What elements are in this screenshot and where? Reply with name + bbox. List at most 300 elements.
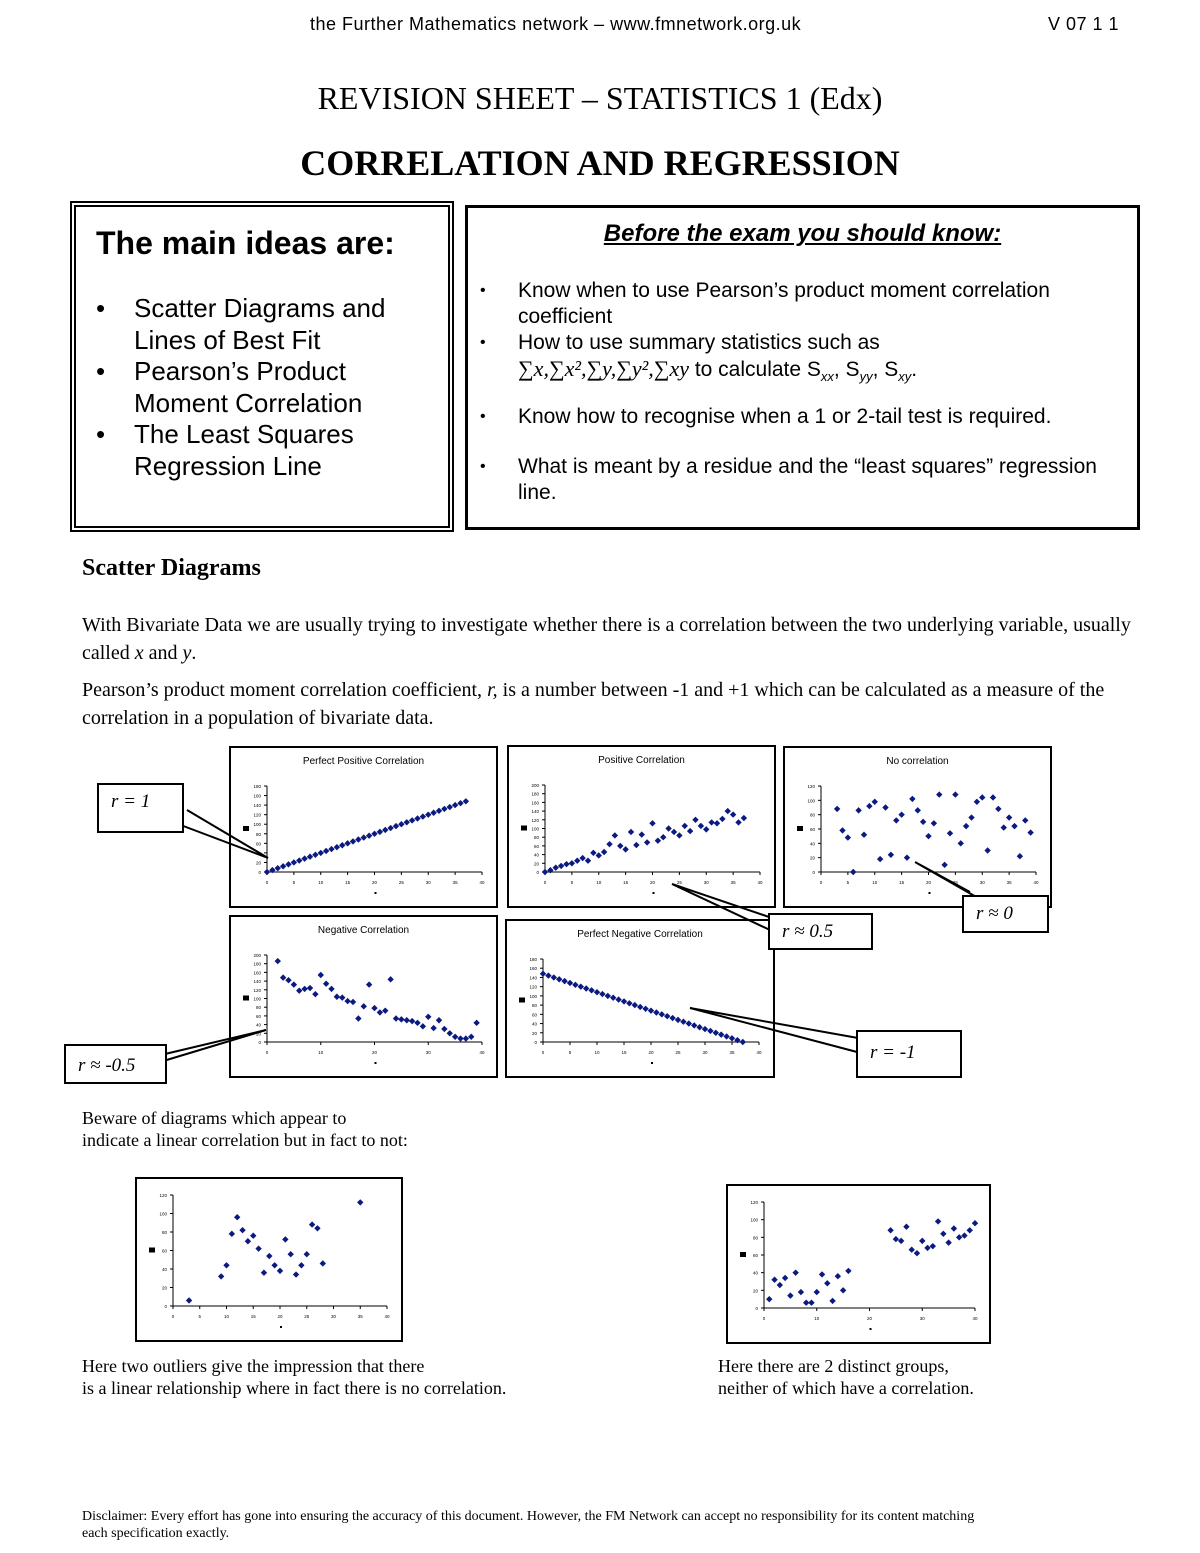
- data-point: [318, 850, 324, 856]
- data-point: [312, 852, 318, 858]
- y-axis-label-mark: [243, 826, 249, 831]
- data-point: [1022, 817, 1028, 823]
- data-point: [972, 1220, 978, 1226]
- data-point: [893, 1236, 899, 1242]
- x-tick-label: 25: [676, 880, 682, 885]
- data-point: [285, 861, 291, 867]
- scatter-plot: [231, 917, 496, 1076]
- list-item: • How to use summary statistics such as ∑x,∑x²,∑y,∑y²,∑xy to calculate $S_{xx}$, $S_{yy}$, $S_{xy}$.: [480, 331, 918, 385]
- y-tick-label: 80: [255, 831, 261, 837]
- x-tick-label: 30: [703, 880, 709, 885]
- paragraph-bivariate: With Bivariate Data we are usually trying to investigate whether there is a correlation between the two underlying variable, usually called x and y.: [82, 614, 1131, 664]
- x-tick-label: 20: [371, 880, 378, 885]
- data-point: [958, 840, 964, 846]
- data-point: [909, 796, 915, 802]
- data-point: [344, 998, 350, 1004]
- data-point: [637, 1004, 643, 1010]
- data-point: [605, 993, 611, 999]
- data-point: [291, 859, 297, 865]
- data-point: [436, 808, 442, 814]
- x-tick-label: 5: [292, 880, 296, 885]
- data-point: [579, 855, 585, 861]
- x-tick-label: 0: [543, 880, 547, 885]
- data-point: [409, 817, 415, 823]
- scatter-plot: [728, 1186, 989, 1342]
- data-point: [561, 978, 567, 984]
- y-tick-label: 100: [529, 993, 537, 999]
- data-point: [282, 1236, 288, 1242]
- data-point: [702, 1026, 708, 1032]
- data-point: [371, 831, 377, 837]
- x-tick-label: 30: [425, 880, 431, 885]
- data-point: [664, 1013, 670, 1019]
- data-point: [457, 800, 463, 806]
- data-point: [877, 856, 883, 862]
- data-point: [612, 832, 618, 838]
- disclaimer: Disclaimer: Every effort has gone into ensuring the accuracy of this document. However, the FM Network can accept no responsibility for its content matching each specification exactly.: [82, 1509, 975, 1541]
- bullet-icon: •: [480, 334, 486, 351]
- data-point: [357, 1199, 363, 1205]
- y-tick-label: 180: [253, 961, 261, 967]
- data-point: [974, 799, 980, 805]
- data-point: [553, 864, 559, 870]
- scatter-plot: [137, 1179, 401, 1340]
- data-point: [594, 989, 600, 995]
- main-ideas-heading: The main ideas are:: [96, 225, 395, 261]
- chart-no-correlation: [783, 746, 1052, 908]
- y-tick-label: 180: [253, 784, 261, 789]
- data-point: [919, 1238, 925, 1244]
- data-point: [632, 1002, 638, 1008]
- data-point: [318, 972, 324, 978]
- data-point: [239, 1227, 245, 1233]
- data-point: [296, 987, 302, 993]
- chart-perfect-negative: [505, 919, 775, 1078]
- data-point: [644, 839, 650, 845]
- data-point: [692, 817, 698, 823]
- data-point: [334, 844, 340, 850]
- beware-text: Beware of diagrams which appear to indicate a linear correlation but in fact to not:: [82, 1108, 408, 1150]
- x-tick-label: 30: [919, 1316, 925, 1321]
- data-point: [686, 1020, 692, 1026]
- data-point: [648, 1007, 654, 1013]
- y-tick-label: 140: [529, 975, 537, 981]
- y-tick-label: 20: [752, 1288, 758, 1294]
- y-tick-label: 0: [812, 870, 815, 875]
- data-point: [777, 1282, 783, 1288]
- data-point: [628, 829, 634, 835]
- data-point: [255, 1245, 261, 1251]
- paragraph-pearson: Pearson’s product moment correlation coefficient, r, is a number between -1 and +1 which can be calculated as a measure of the correlation in a population of bivariate data.: [82, 679, 1105, 729]
- data-point: [893, 817, 899, 823]
- data-point: [951, 1225, 957, 1231]
- data-point: [914, 1250, 920, 1256]
- data-point: [452, 1034, 458, 1040]
- data-point: [382, 827, 388, 833]
- data-point: [633, 842, 639, 848]
- y-tick-label: 160: [529, 966, 537, 972]
- data-point: [393, 823, 399, 829]
- data-point: [323, 848, 329, 854]
- data-point: [596, 852, 602, 858]
- y-tick-label: 100: [159, 1211, 167, 1217]
- x-tick-label: 35: [1006, 880, 1012, 885]
- data-point: [409, 1018, 415, 1024]
- x-tick-label: 5: [568, 1050, 572, 1055]
- label-r-minus-1: r = -1: [856, 1030, 962, 1078]
- data-point: [452, 802, 458, 808]
- data-point: [344, 840, 350, 846]
- x-tick-label: 10: [318, 880, 324, 885]
- data-point: [888, 852, 894, 858]
- x-tick-label: 0: [265, 1050, 269, 1055]
- exam-knowledge-heading: Before the exam you should know:: [603, 220, 1002, 247]
- data-point: [361, 834, 367, 840]
- y-tick-label: 120: [750, 1200, 758, 1205]
- data-point: [617, 843, 623, 849]
- data-point: [687, 828, 693, 834]
- data-point: [404, 819, 410, 825]
- y-tick-label: 20: [255, 860, 261, 866]
- x-tick-label: 20: [649, 880, 656, 885]
- data-point: [387, 976, 393, 982]
- y-tick-label: 200: [253, 953, 261, 958]
- label-r-1: r = 1: [97, 783, 184, 833]
- data-point: [792, 1269, 798, 1275]
- data-point: [280, 863, 286, 869]
- data-point: [936, 791, 942, 797]
- data-point: [334, 994, 340, 1000]
- data-point: [420, 1023, 426, 1029]
- data-point: [436, 1017, 442, 1023]
- data-point: [956, 1234, 962, 1240]
- data-point: [599, 991, 605, 997]
- y-tick-label: 0: [258, 1040, 261, 1045]
- list-item: • Pearson’s Product Moment Correlation: [96, 356, 363, 418]
- y-tick-label: 100: [531, 826, 539, 832]
- data-point: [551, 974, 557, 980]
- data-point: [610, 995, 616, 1001]
- x-tick-label: 20: [371, 1050, 378, 1055]
- main-ideas-list: [96, 293, 426, 482]
- data-point: [425, 811, 431, 817]
- data-point: [691, 1022, 697, 1028]
- data-point: [898, 1238, 904, 1244]
- data-point: [339, 842, 345, 848]
- data-point: [713, 1030, 719, 1036]
- data-point: [945, 1239, 951, 1245]
- data-point: [940, 1231, 946, 1237]
- data-point: [882, 804, 888, 810]
- data-point: [296, 857, 302, 863]
- data-point: [952, 791, 958, 797]
- x-tick-label: 25: [675, 1050, 681, 1055]
- data-point: [578, 983, 584, 989]
- data-point: [680, 1019, 686, 1025]
- y-tick-label: 180: [531, 791, 539, 797]
- data-point: [601, 849, 607, 855]
- data-point: [696, 1024, 702, 1030]
- data-point: [925, 833, 931, 839]
- data-point: [665, 825, 671, 831]
- x-tick-label: 0: [171, 1314, 175, 1319]
- bullet-icon: •: [480, 282, 486, 299]
- data-point: [707, 1028, 713, 1034]
- y-tick-label: 0: [536, 870, 539, 875]
- data-point: [430, 1025, 436, 1031]
- scatter-plot: [231, 748, 496, 906]
- data-point: [275, 958, 281, 964]
- data-point: [606, 841, 612, 847]
- data-point: [404, 1017, 410, 1023]
- x-tick-label: 40: [757, 880, 763, 885]
- data-point: [275, 865, 281, 871]
- data-point: [569, 860, 575, 866]
- y-tick-label: 0: [258, 870, 261, 875]
- y-tick-label: 20: [161, 1285, 167, 1291]
- data-point: [585, 857, 591, 863]
- data-point: [430, 810, 436, 816]
- data-point: [703, 826, 709, 832]
- data-point: [350, 838, 356, 844]
- x-tick-label: 30: [425, 1050, 431, 1055]
- data-point: [588, 987, 594, 993]
- data-point: [935, 1218, 941, 1224]
- data-point: [771, 1277, 777, 1283]
- data-point: [676, 832, 682, 838]
- x-tick-label: 35: [452, 880, 458, 885]
- y-tick-label: 120: [159, 1193, 167, 1198]
- x-tick-label: 20: [866, 1316, 873, 1321]
- data-point: [855, 807, 861, 813]
- x-tick-label: 10: [318, 1050, 324, 1055]
- data-point: [288, 1251, 294, 1257]
- list-item: • The Least Squares Regression Line: [96, 419, 354, 481]
- x-axis-label-mark: [929, 892, 931, 894]
- data-point: [782, 1275, 788, 1281]
- data-point: [941, 862, 947, 868]
- x-tick-label: 0: [541, 1050, 545, 1055]
- data-point: [639, 831, 645, 837]
- data-point: [545, 972, 551, 978]
- main-ideas-box: [70, 201, 454, 532]
- data-point: [798, 1289, 804, 1295]
- y-tick-label: 80: [752, 1235, 758, 1241]
- y-tick-label: 140: [253, 803, 261, 809]
- x-tick-label: 25: [952, 880, 958, 885]
- data-point: [984, 847, 990, 853]
- bullet-icon: •: [480, 458, 486, 476]
- data-point: [909, 1247, 915, 1253]
- y-axis-label-mark: [519, 998, 525, 1003]
- label-r-minus-0-5: r ≈ -0.5: [64, 1044, 167, 1084]
- data-point: [218, 1273, 224, 1279]
- data-point: [574, 857, 580, 863]
- section-heading: Scatter Diagrams: [82, 555, 261, 581]
- list-item: • Know when to use Pearson’s product moment correlation coefficient: [480, 279, 1050, 328]
- data-point: [355, 1015, 361, 1021]
- data-point: [920, 819, 926, 825]
- list-item: • Scatter Diagrams and Lines of Best Fit: [96, 293, 386, 355]
- data-point: [377, 829, 383, 835]
- data-point: [1006, 814, 1012, 820]
- x-tick-label: 20: [925, 880, 932, 885]
- x-tick-label: 15: [250, 1314, 256, 1319]
- data-point: [930, 1243, 936, 1249]
- data-point: [350, 999, 356, 1005]
- data-point: [808, 1300, 814, 1306]
- data-point: [719, 816, 725, 822]
- data-point: [542, 869, 548, 875]
- data-point: [850, 869, 856, 875]
- data-point: [766, 1296, 772, 1302]
- data-point: [414, 1020, 420, 1026]
- y-tick-label: 60: [533, 843, 539, 849]
- data-point: [366, 981, 372, 987]
- data-point: [653, 1009, 659, 1015]
- data-point: [328, 846, 334, 852]
- data-point: [371, 1005, 377, 1011]
- data-point: [819, 1271, 825, 1277]
- chart-two-groups: [726, 1184, 991, 1344]
- y-tick-label: 120: [253, 987, 261, 993]
- data-point: [649, 820, 655, 826]
- chart-title: Negative Correlation: [317, 925, 410, 936]
- exam-knowledge-list: [480, 278, 1120, 506]
- data-point: [556, 976, 562, 982]
- x-tick-label: 10: [594, 1050, 600, 1055]
- y-tick-label: 200: [531, 783, 539, 788]
- data-point: [382, 1007, 388, 1013]
- data-point: [355, 836, 361, 842]
- data-point: [682, 823, 688, 829]
- y-tick-label: 40: [255, 1022, 261, 1028]
- chart-title: Perfect Positive Correlation: [302, 756, 425, 767]
- data-point: [563, 861, 569, 867]
- data-point: [968, 814, 974, 820]
- data-point: [307, 985, 313, 991]
- bullet-icon: •: [96, 356, 106, 386]
- data-point: [312, 991, 318, 997]
- y-axis-label-mark: [243, 996, 249, 1001]
- data-point: [567, 980, 573, 986]
- data-point: [572, 982, 578, 988]
- data-point: [730, 811, 736, 817]
- data-point: [558, 863, 564, 869]
- x-tick-label: 10: [872, 880, 878, 885]
- data-point: [835, 1273, 841, 1279]
- data-point: [741, 815, 747, 821]
- x-axis-label-mark: [653, 892, 655, 894]
- data-point: [671, 829, 677, 835]
- page-subtitle: REVISION SHEET – STATISTICS 1 (Edx): [317, 80, 883, 116]
- y-tick-label: 140: [253, 979, 261, 985]
- data-point: [725, 808, 731, 814]
- data-point: [361, 1003, 367, 1009]
- y-tick-label: 120: [807, 784, 815, 789]
- data-point: [866, 803, 872, 809]
- data-point: [708, 819, 714, 825]
- data-point: [735, 819, 741, 825]
- data-point: [887, 1227, 893, 1233]
- data-point: [967, 1227, 973, 1233]
- chart-title: No correlation: [886, 756, 949, 767]
- y-axis-label-mark: [521, 826, 527, 831]
- y-tick-label: 0: [755, 1306, 758, 1311]
- data-point: [387, 825, 393, 831]
- data-point: [414, 815, 420, 821]
- y-axis-label-mark: [797, 826, 803, 831]
- data-point: [583, 985, 589, 991]
- y-tick-label: 120: [531, 817, 539, 823]
- data-point: [540, 971, 546, 977]
- x-tick-label: 30: [979, 880, 985, 885]
- data-point: [903, 1224, 909, 1230]
- data-point: [307, 854, 313, 860]
- data-point: [723, 1033, 729, 1039]
- data-point: [915, 807, 921, 813]
- data-point: [266, 1253, 272, 1259]
- data-point: [660, 834, 666, 840]
- data-point: [961, 1232, 967, 1238]
- data-point: [669, 1015, 675, 1021]
- data-point: [834, 806, 840, 812]
- data-point: [615, 996, 621, 1002]
- scatter-plot: [785, 748, 1050, 906]
- list-item: • Know how to recognise when a 1 or 2-tail test is required.: [480, 405, 1052, 429]
- data-point: [840, 1287, 846, 1293]
- x-tick-label: 20: [277, 1314, 283, 1319]
- x-tick-label: 10: [814, 1316, 820, 1321]
- y-axis-label-mark: [149, 1248, 155, 1253]
- y-tick-label: 100: [253, 996, 261, 1002]
- data-point: [904, 854, 910, 860]
- data-point: [309, 1221, 315, 1227]
- summary-statistics-formula: ∑x,∑x²,∑y,∑y²,∑xy: [518, 356, 689, 381]
- chart-title: Perfect Negative Correlation: [577, 929, 703, 940]
- y-tick-label: 60: [255, 841, 261, 847]
- data-point: [398, 821, 404, 827]
- page-title: CORRELATION AND REGRESSION: [300, 143, 900, 183]
- data-point: [729, 1035, 735, 1041]
- data-point: [642, 1006, 648, 1012]
- data-point: [271, 1262, 277, 1268]
- data-point: [223, 1262, 229, 1268]
- data-point: [463, 798, 469, 804]
- data-point: [291, 981, 297, 987]
- y-tick-label: 40: [255, 850, 261, 856]
- data-point: [473, 1020, 479, 1026]
- data-point: [814, 1289, 820, 1295]
- y-tick-label: 140: [531, 809, 539, 815]
- x-tick-label: 15: [899, 880, 905, 885]
- y-tick-label: 100: [750, 1217, 758, 1223]
- y-tick-label: 80: [255, 1005, 261, 1011]
- y-tick-label: 60: [531, 1012, 537, 1018]
- data-point: [931, 820, 937, 826]
- outlier-caption: Here two outliers give the impression that there is a linear relationship where in fact there is no correlation.: [82, 1356, 507, 1398]
- y-tick-label: 40: [161, 1267, 167, 1272]
- groups-caption: Here there are 2 distinct groups, neither of which have a correlation.: [718, 1356, 974, 1398]
- y-tick-label: 60: [809, 827, 815, 832]
- chart-outliers: [135, 1177, 403, 1342]
- network-header: the Further Mathematics network – www.fmnetwork.org.uk: [310, 14, 802, 34]
- x-tick-label: 40: [479, 1050, 485, 1055]
- data-point: [393, 1015, 399, 1021]
- data-point: [447, 804, 453, 810]
- x-tick-label: 40: [1033, 880, 1039, 885]
- data-point: [979, 794, 985, 800]
